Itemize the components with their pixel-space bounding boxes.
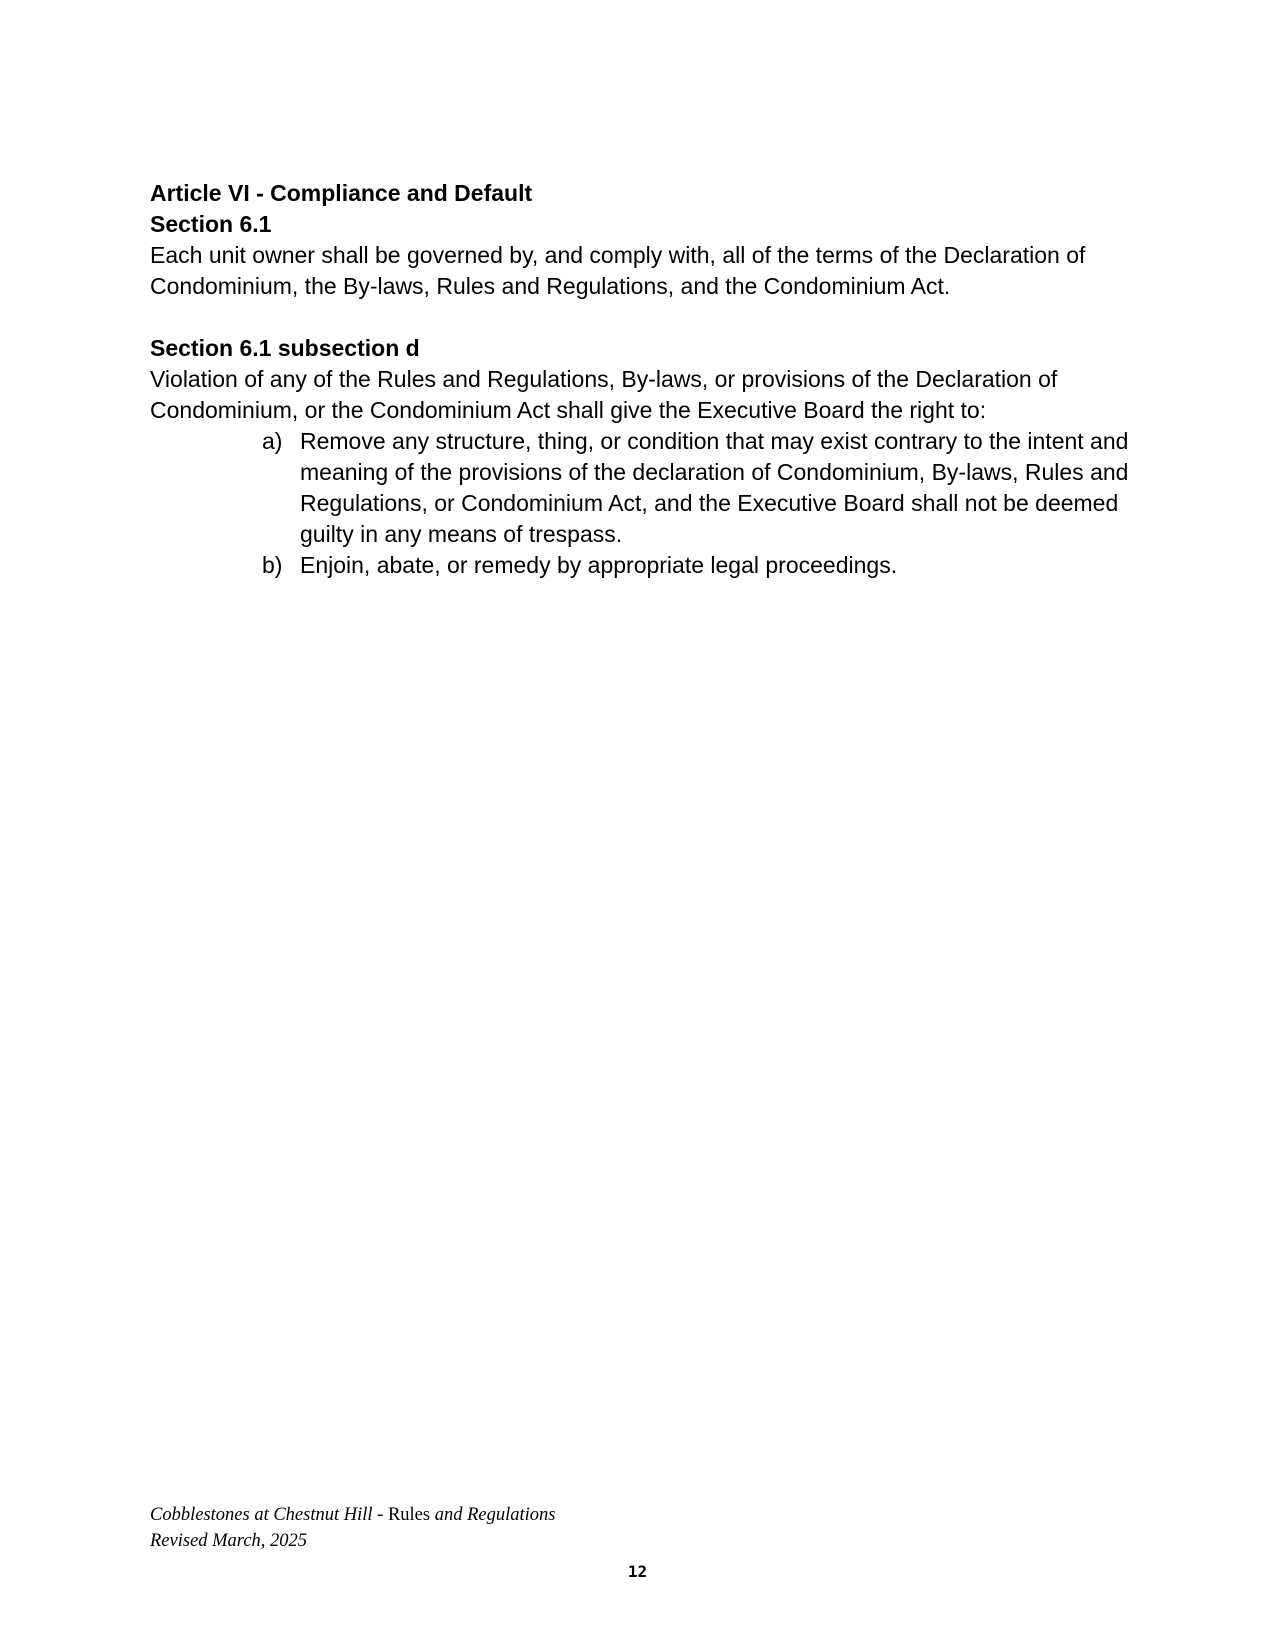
list-item <box>150 550 1135 581</box>
article-title: Article VI - Compliance and Default <box>150 180 533 206</box>
page-number: 12 <box>627 1562 648 1581</box>
paragraph-spacer <box>150 302 1135 333</box>
footer-separator: - <box>372 1505 388 1525</box>
list-item-text: Remove any structure, thing, or condition that may exist contrary to the intent and meaning of the provisions of the declaration of Condominium, By-laws, Rules and Regulations, or Condominium Act, and the Executive Board shall not be deemed guilty in any means of trespass. <box>300 428 1129 547</box>
page-footer <box>150 1502 555 1554</box>
footer-revised-date: Revised March, 2025 <box>150 1531 308 1551</box>
footer-community-name: Cobblestones at Chestnut Hill <box>150 1505 373 1525</box>
subsection-heading: Section 6.1 subsection d <box>150 335 420 361</box>
list-item-text: Enjoin, abate, or remedy by appropriate legal proceedings. <box>300 552 898 578</box>
list-marker: b) <box>262 552 283 578</box>
list-item <box>150 426 1135 550</box>
document-body <box>150 178 1135 581</box>
footer-doc-word: Rules <box>387 1505 431 1525</box>
section-paragraph: Each unit owner shall be governed by, and comply with, all of the terms of the Declaration of Condominium, the By-laws, Rules and Regulations, and the Condominium Act. <box>150 242 1086 299</box>
footer-title-line <box>150 1502 555 1528</box>
remedies-list <box>150 426 1135 581</box>
section-heading: Section 6.1 <box>150 211 272 237</box>
list-marker: a) <box>262 428 283 454</box>
footer-doc-rest: and Regulations <box>430 1505 556 1525</box>
subsection-paragraph: Violation of any of the Rules and Regulations, By-laws, or provisions of the Declaration of Condominium, or the Condominium Act shall give the Executive Board the right to: <box>150 366 1058 423</box>
